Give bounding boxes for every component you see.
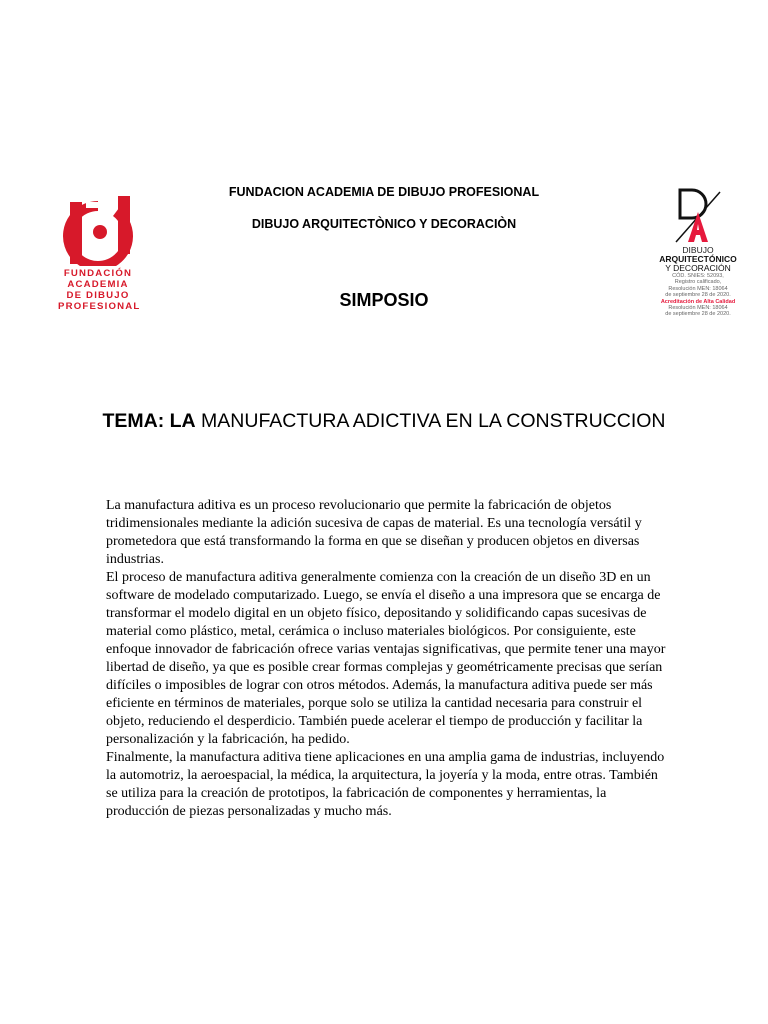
da-logo-line1: DIBUJO: [682, 245, 714, 255]
fundacion-logo: [58, 194, 141, 319]
title-rest: MANUFACTURA ADICTIVA EN LA CONSTRUCCION: [201, 410, 666, 432]
event-name: SIMPOSIO: [339, 290, 429, 310]
fundacion-logo-text: [58, 268, 141, 312]
body-paragraph-1: La manufactura aditiva es un proceso revolucionario que permite la fabricación de objetos tridimensionales mediante la adición sucesiva de capas de material. Es una tecnología versátil y prometedora que está transformando la forma en que se diseñan y producen objetos en diversas industrias.: [106, 498, 642, 567]
logo-line: FUNDACIÓN: [63, 268, 133, 279]
fundacion-logo-mark-icon: [58, 194, 138, 266]
da-logo-line2: ARQUITECTÓNICO: [659, 254, 737, 264]
da-logo: [648, 188, 748, 338]
program-name: DIBUJO ARQUITECTÒNICO Y DECORACIÒN: [251, 217, 517, 231]
institution-name: FUNDACION ACADEMIA DE DIBUJO PROFESIONAL: [228, 185, 540, 199]
da-logo-accreditation: Acreditación de Alta Calidad: [660, 298, 736, 305]
da-logo-small6: de septiembre 28 de 2020.: [665, 311, 731, 318]
logo-line: DE DIBUJO: [66, 290, 130, 301]
body-paragraph-3: Finalmente, la manufactura aditiva tiene aplicaciones en una amplia gama de industrias, incluyendo la automotriz, la aeroespacial, la médica, la arquitectura, la joyería y la moda, entre otras. También se utiliza para la creación de prototipos, la fabricación de componentes y herramientas, la producción de piezas personalizadas y mucho más.: [106, 750, 665, 819]
da-logo-line3: Y DECORACIÓN: [665, 263, 731, 273]
body-paragraph-2: El proceso de manufactura aditiva generalmente comienza con la creación de un diseño 3D en un software de modelado computarizado. Luego, se envía el diseño a una impresora que se encarga de transformar el modelo digital en un objeto físico, depositando y solidificando capas sucesivas de material como plástico, metal, cerámica o incluso materiales biológicos. Por consiguiente, este enfoque innovador de fabricación ofrece varias ventajas significativas, que permite tener una mayor libertad de diseño, ya que es posible crear formas complejas y geométricamente precisas que serían difíciles o imposibles de lograr con otros métodos. Además, la manufactura aditiva puede ser más eficiente en términos de materiales, porque solo se utiliza la cantidad necesaria para construir el objeto, reduciendo el desperdicio. También puede acelerar el tiempo de producción y facilitar la personalización y la fabricación, ha pedido.: [106, 570, 666, 747]
da-logo-small2: Registro calificado,: [674, 279, 722, 286]
da-logo-small4: de septiembre 28 de 2020.: [665, 292, 731, 299]
da-logo-mark-icon: [674, 188, 722, 244]
da-logo-small5: Resolución MEN: 18064: [668, 305, 728, 312]
logo-line: ACADEMIA: [67, 279, 129, 290]
da-logo-small3: Resolución MEN: 18064: [668, 285, 728, 292]
logo-line: PROFESIONAL: [58, 301, 141, 312]
da-logo-small1: CÓD. SNIES: 52093,: [672, 273, 724, 279]
title-prefix: TEMA: LA: [102, 410, 196, 432]
document-body: [106, 497, 666, 821]
document-title: [0, 410, 768, 433]
